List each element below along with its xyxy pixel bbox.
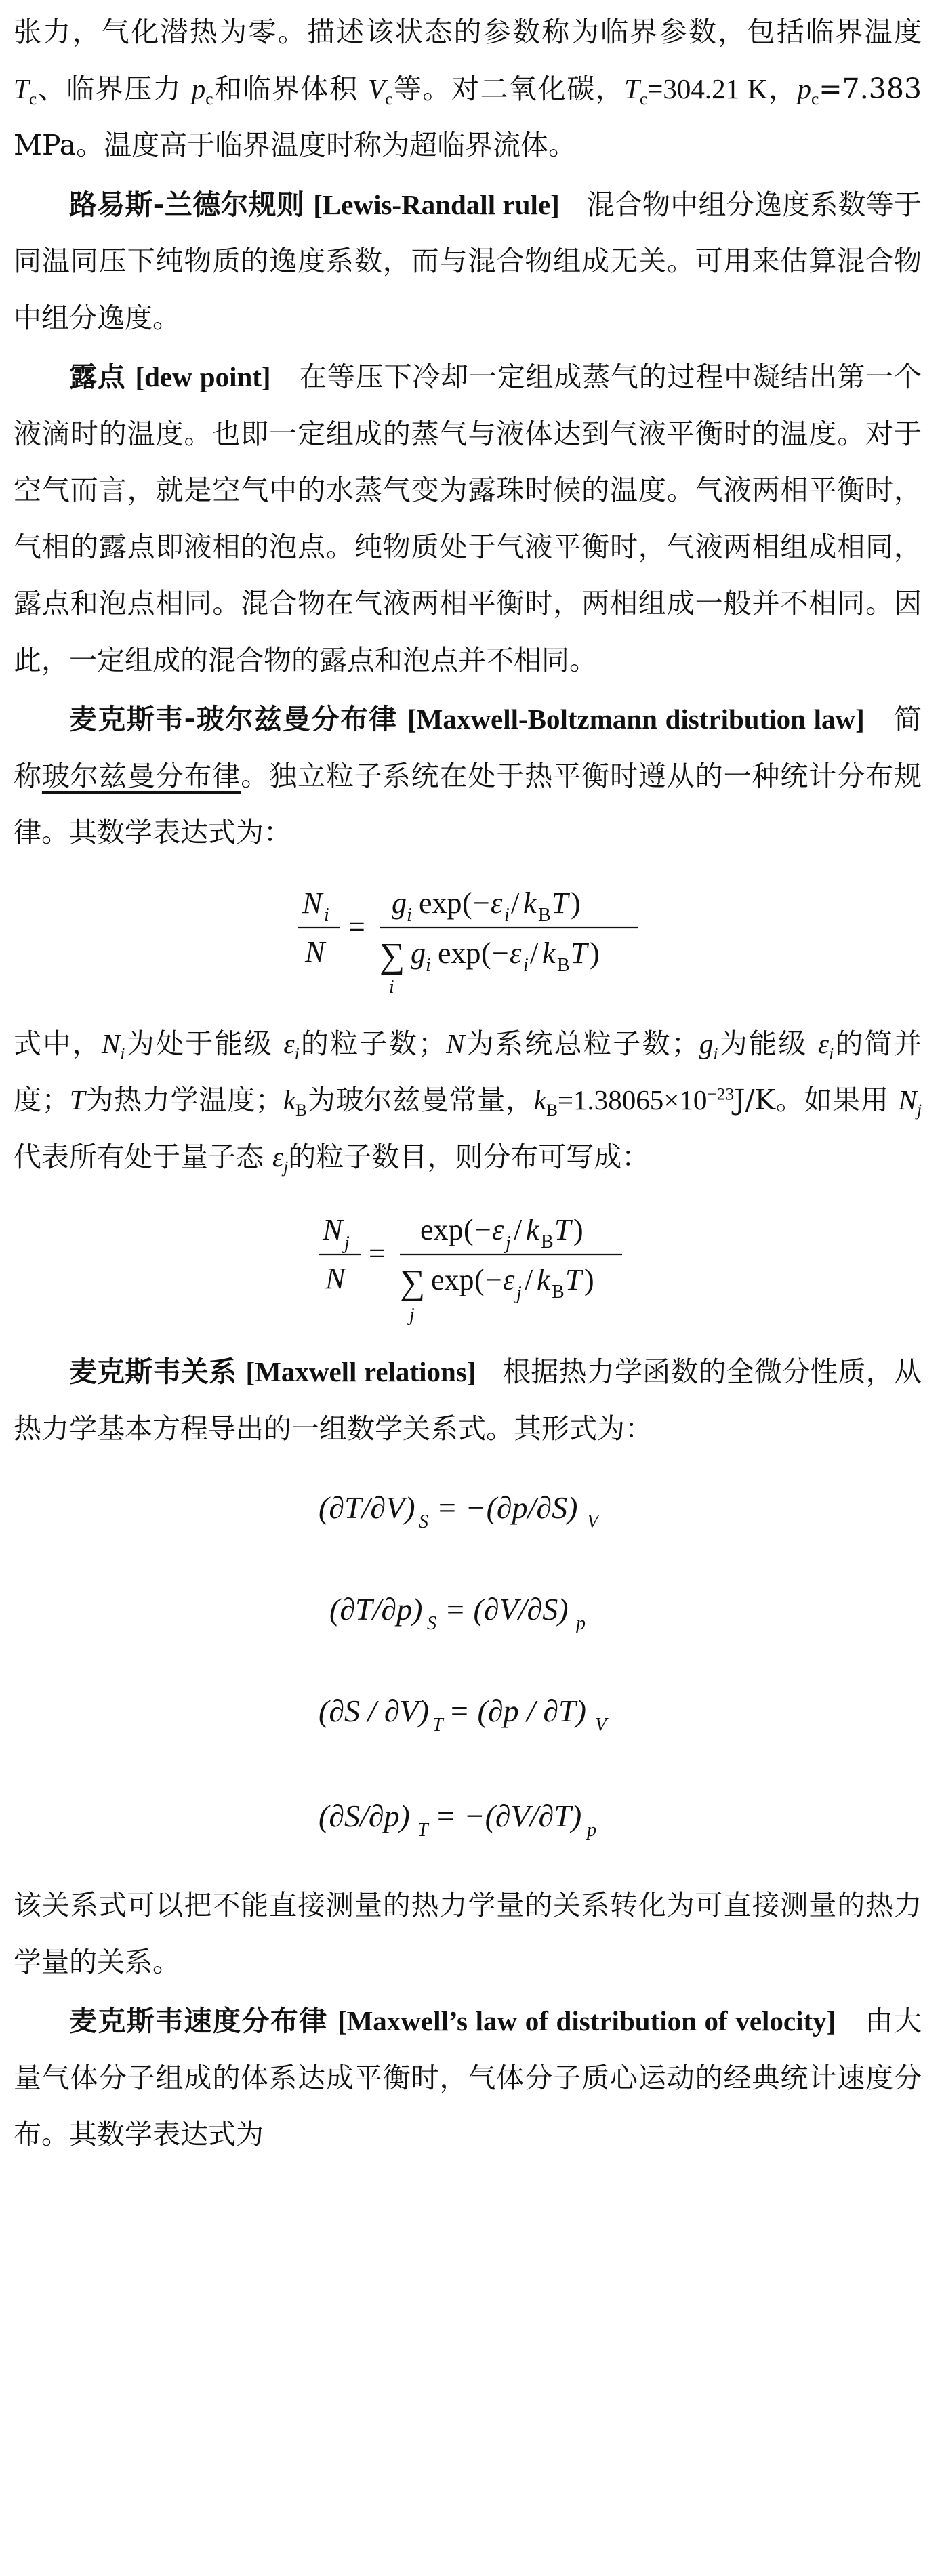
formula-k: k <box>537 1263 550 1296</box>
formula-subscript-i: i <box>523 954 529 976</box>
entry-english-term: [dew point] <box>135 361 271 392</box>
entry-english-term: [Maxwell relations] <box>245 1356 476 1387</box>
formula-subscript-B: B <box>541 1231 554 1252</box>
symbol-g: g <box>699 1027 714 1059</box>
entry-definition: 混合物中组分逸度系数等于同温同压下纯物质的逸度系数，而与混合物组成无关。可用来估算混合物中组分逸度。 <box>14 188 922 334</box>
formula-exp: exp <box>419 886 462 920</box>
subscript-c: c <box>205 89 213 108</box>
intro-text-2: 括临界温度 <box>776 16 922 48</box>
maxwell-relation-3 <box>319 1694 609 1736</box>
entry-definition: 在等压下冷却一定组成蒸气的过程中凝结出第一个液滴时的温度。也即一定组成的蒸气与液体达到气液平衡时的温度。对于空气而言，就是空气中的水蒸气变为露珠时候的温度。气液两相平衡时，气相的露点即液相的泡点。纯物质处于气液平衡时，气液两相组成相同，露点和泡点相同。混合物在气液两相平衡时，两相组成一般并不相同。因此，一定组成的混合物的露点和泡点并不相同。 <box>14 361 922 676</box>
explanation-text: 的粒子数； <box>299 1027 447 1060</box>
formula-subscript-i: i <box>407 904 412 926</box>
intro-text-4: 和临界体积 <box>213 72 369 105</box>
relation-rhs: = (∂V/∂S) <box>445 1592 569 1627</box>
relation-lhs-subscript: T <box>432 1715 443 1736</box>
formula-paren: ( <box>464 1213 474 1246</box>
intro-text-3: 、临界压力 <box>37 72 192 105</box>
symbol-epsilon: ε <box>283 1027 295 1059</box>
formula-T: T <box>571 936 588 970</box>
formula-subscript-i: i <box>389 976 394 998</box>
relation-rhs: = −(∂p/∂S) <box>436 1490 578 1525</box>
formula-minus: − <box>473 886 490 920</box>
relation-rhs-subscript: V <box>587 1511 599 1532</box>
formula-subscript-i: i <box>324 904 329 926</box>
maxwell-relations-note <box>14 1877 922 1990</box>
symbol-p: p <box>191 73 206 104</box>
formula-minus: − <box>485 1263 502 1296</box>
formula-N: N <box>323 1213 343 1246</box>
formula-k: k <box>523 886 537 920</box>
entry-english-term: [Lewis-Randall rule] <box>313 188 560 220</box>
maxwell-relation-1 <box>319 1490 600 1532</box>
maxwell-relations-formulas <box>264 1457 671 1877</box>
explanation-text: 代表所有处于量子态 <box>14 1140 273 1173</box>
formula-paren: ) <box>573 1213 583 1246</box>
entry-maxwell-relations <box>14 1344 922 1457</box>
boltzmann-formula-j <box>298 1193 637 1329</box>
intro-text-6: 碳， <box>567 72 625 105</box>
formula-subscript-B: B <box>538 904 551 926</box>
formula-paren: ) <box>590 936 600 970</box>
entry-term: 麦克斯韦关系 <box>69 1355 237 1388</box>
relation-rhs-subscript: p <box>587 1820 596 1841</box>
symbol-k: k <box>283 1084 296 1116</box>
formula-N: N <box>302 886 323 920</box>
formula-exp: exp <box>420 1213 464 1246</box>
subscript-c: c <box>639 89 648 108</box>
symbol-T: T <box>69 1084 85 1116</box>
relation-lhs-subscript: T <box>417 1820 428 1841</box>
symbol-epsilon: ε <box>817 1027 830 1059</box>
explanation-text: 为处于能级 <box>125 1027 284 1060</box>
formula-T: T <box>554 1213 571 1246</box>
relation-rhs: = −(∂V/∂T) <box>435 1799 582 1833</box>
formula-epsilon: ε <box>492 1213 504 1246</box>
subscript-j: j <box>916 1101 922 1120</box>
subscript-j: j <box>283 1157 289 1177</box>
boltzmann-constant-exponent: −23 <box>707 1084 735 1104</box>
formula-paren: ( <box>462 886 472 920</box>
formula-subscript-j: j <box>409 1305 415 1326</box>
formula-paren: ( <box>474 1263 485 1296</box>
symbol-N: N <box>898 1084 917 1116</box>
intro-text-7: 超临界流体。 <box>409 129 577 161</box>
entry-term: 麦克斯韦速度分布律 <box>69 2005 328 2037</box>
explanation-text: 的简并度； <box>14 1027 922 1116</box>
entry-definition: 。独立粒子系统在处于热平衡时遵从的一种统计分布规律。其数学表达式为： <box>14 759 922 849</box>
symbol-N: N <box>101 1027 121 1059</box>
subscript-c: c <box>811 89 819 108</box>
symbol-T: T <box>624 73 640 104</box>
intro-text-5: 等。对二氧化 <box>392 72 567 105</box>
relation-lhs: (∂S/∂p) <box>319 1799 410 1833</box>
formula-N: N <box>325 1262 346 1295</box>
formula-slash: / <box>514 1213 523 1246</box>
subscript-c: c <box>385 89 393 108</box>
relation-lhs: (∂T/∂p) <box>329 1592 423 1627</box>
explanation-text: 为系统总粒子数； <box>464 1027 699 1060</box>
explanation-text: 为玻尔兹曼常量， <box>307 1084 534 1116</box>
relation-lhs: (∂S / ∂V) <box>319 1694 429 1728</box>
formula-T: T <box>565 1263 582 1296</box>
formula-sum: ∑ <box>400 1263 426 1302</box>
explanation-text: 的粒子数目，则分布可写成： <box>288 1140 650 1173</box>
formula-equals: = <box>348 909 365 943</box>
formula-slash: / <box>511 886 520 920</box>
formula-subscript-j: j <box>506 1233 511 1254</box>
entry-lewis-randall <box>14 177 922 347</box>
explanation-text: 式中， <box>14 1027 102 1060</box>
formula-slash: / <box>525 1263 533 1296</box>
entry-maxwell-boltzmann <box>14 691 922 861</box>
subscript-i: i <box>294 1044 300 1063</box>
symbol-N: N <box>446 1027 465 1059</box>
symbol-V: V <box>368 73 386 104</box>
formula-subscript-B: B <box>552 1282 565 1303</box>
subscript-B: B <box>295 1101 307 1120</box>
formula-g: g <box>411 936 426 970</box>
formula-subscript-j: j <box>344 1233 350 1254</box>
formula-g: g <box>392 886 407 920</box>
entry-english-term: [Maxwell’s law of distribution of velocity] <box>337 2005 836 2037</box>
entry-term: 路易斯-兰德尔规则 <box>69 188 305 221</box>
formula-slash: / <box>530 936 539 970</box>
formula-minus: − <box>474 1213 491 1246</box>
entry-term: 露点 <box>69 361 126 393</box>
explanation-text: 为热力学温度； <box>85 1084 283 1116</box>
symbol-p: p <box>797 73 811 104</box>
intro-text-1: 张力，气化潜热为零。描述该状态的参数称为临界参数，包 <box>14 16 777 48</box>
maxwell-relation-2 <box>329 1592 586 1634</box>
formula-epsilon: ε <box>491 886 503 920</box>
relation-lhs-subscript: S <box>427 1613 436 1634</box>
formula-T: T <box>552 886 569 920</box>
relation-rhs-subscript: p <box>576 1613 586 1634</box>
entry-definition: 简称 <box>14 703 922 792</box>
formula-minus: − <box>492 936 509 970</box>
subscript-i: i <box>829 1044 834 1063</box>
subscript-c: c <box>28 89 37 108</box>
symbol-T: T <box>14 73 29 104</box>
boltzmann-formula-i <box>278 867 657 1002</box>
relation-rhs: = (∂p / ∂T) <box>449 1694 587 1728</box>
entry-english-term: [Maxwell-Boltzmann distribution law] <box>407 703 865 735</box>
boltzmann-explanation <box>14 1016 922 1186</box>
subscript-i: i <box>713 1044 718 1063</box>
relation-lhs-subscript: S <box>419 1511 428 1532</box>
formula-exp: exp <box>438 936 481 970</box>
boltzmann-constant-unit: J/K。如果用 <box>734 1084 899 1116</box>
cross-reference-link[interactable]: 玻尔兹曼分布律 <box>41 759 241 792</box>
formula-paren: ) <box>584 1263 594 1296</box>
explanation-text: 为能级 <box>718 1027 818 1060</box>
formula-epsilon: ε <box>510 936 522 970</box>
entry-definition: 根据热力学函数的全微分性质，从热力学基本方程导出的一组数学关系式。其形式为： <box>14 1355 922 1445</box>
formula-paren: ( <box>481 936 491 970</box>
formula-epsilon: ε <box>503 1263 515 1296</box>
subscript-B: B <box>546 1101 558 1120</box>
entry-dew-point <box>14 349 922 689</box>
formula-N: N <box>305 935 325 968</box>
formula-exp: exp <box>431 1263 474 1296</box>
entry-term: 麦克斯韦-玻尔兹曼分布律 <box>69 703 398 735</box>
entry-definition: 由大量气体分子组成的体系达成平衡时，气体分子质心运动的经典统计速度分布。其数学表达式为 <box>14 2005 922 2150</box>
formula-equals: = <box>369 1237 386 1270</box>
symbol-epsilon: ε <box>272 1141 284 1172</box>
boltzmann-constant-value: =1.38065×10 <box>557 1084 708 1116</box>
maxwell-relation-4 <box>319 1799 596 1841</box>
formula-subscript-j: j <box>516 1283 522 1304</box>
formula-k: k <box>526 1213 539 1246</box>
symbol-k: k <box>533 1084 546 1116</box>
critical-pressure-value: =7.383 MPa。温度高于临界温度时称为 <box>14 72 922 161</box>
formula-subscript-i: i <box>426 954 431 976</box>
relation-rhs-subscript: V <box>595 1715 607 1736</box>
critical-temperature-value: =304.21 K， <box>647 73 798 104</box>
explanation-text: 该关系式可以把不能直接测量的热力学量的关系转化为可直接测量的热力学量的关系。 <box>14 1889 922 1978</box>
subscript-i: i <box>120 1044 125 1063</box>
formula-subscript-B: B <box>557 954 570 976</box>
formula-paren: ) <box>571 886 581 920</box>
relation-lhs: (∂T/∂V) <box>319 1490 415 1525</box>
formula-k: k <box>542 936 556 970</box>
entry-maxwell-velocity <box>14 1993 922 2163</box>
formula-subscript-i: i <box>504 904 510 926</box>
formula-sum: ∑ <box>380 936 405 975</box>
intro-paragraph <box>14 4 922 174</box>
